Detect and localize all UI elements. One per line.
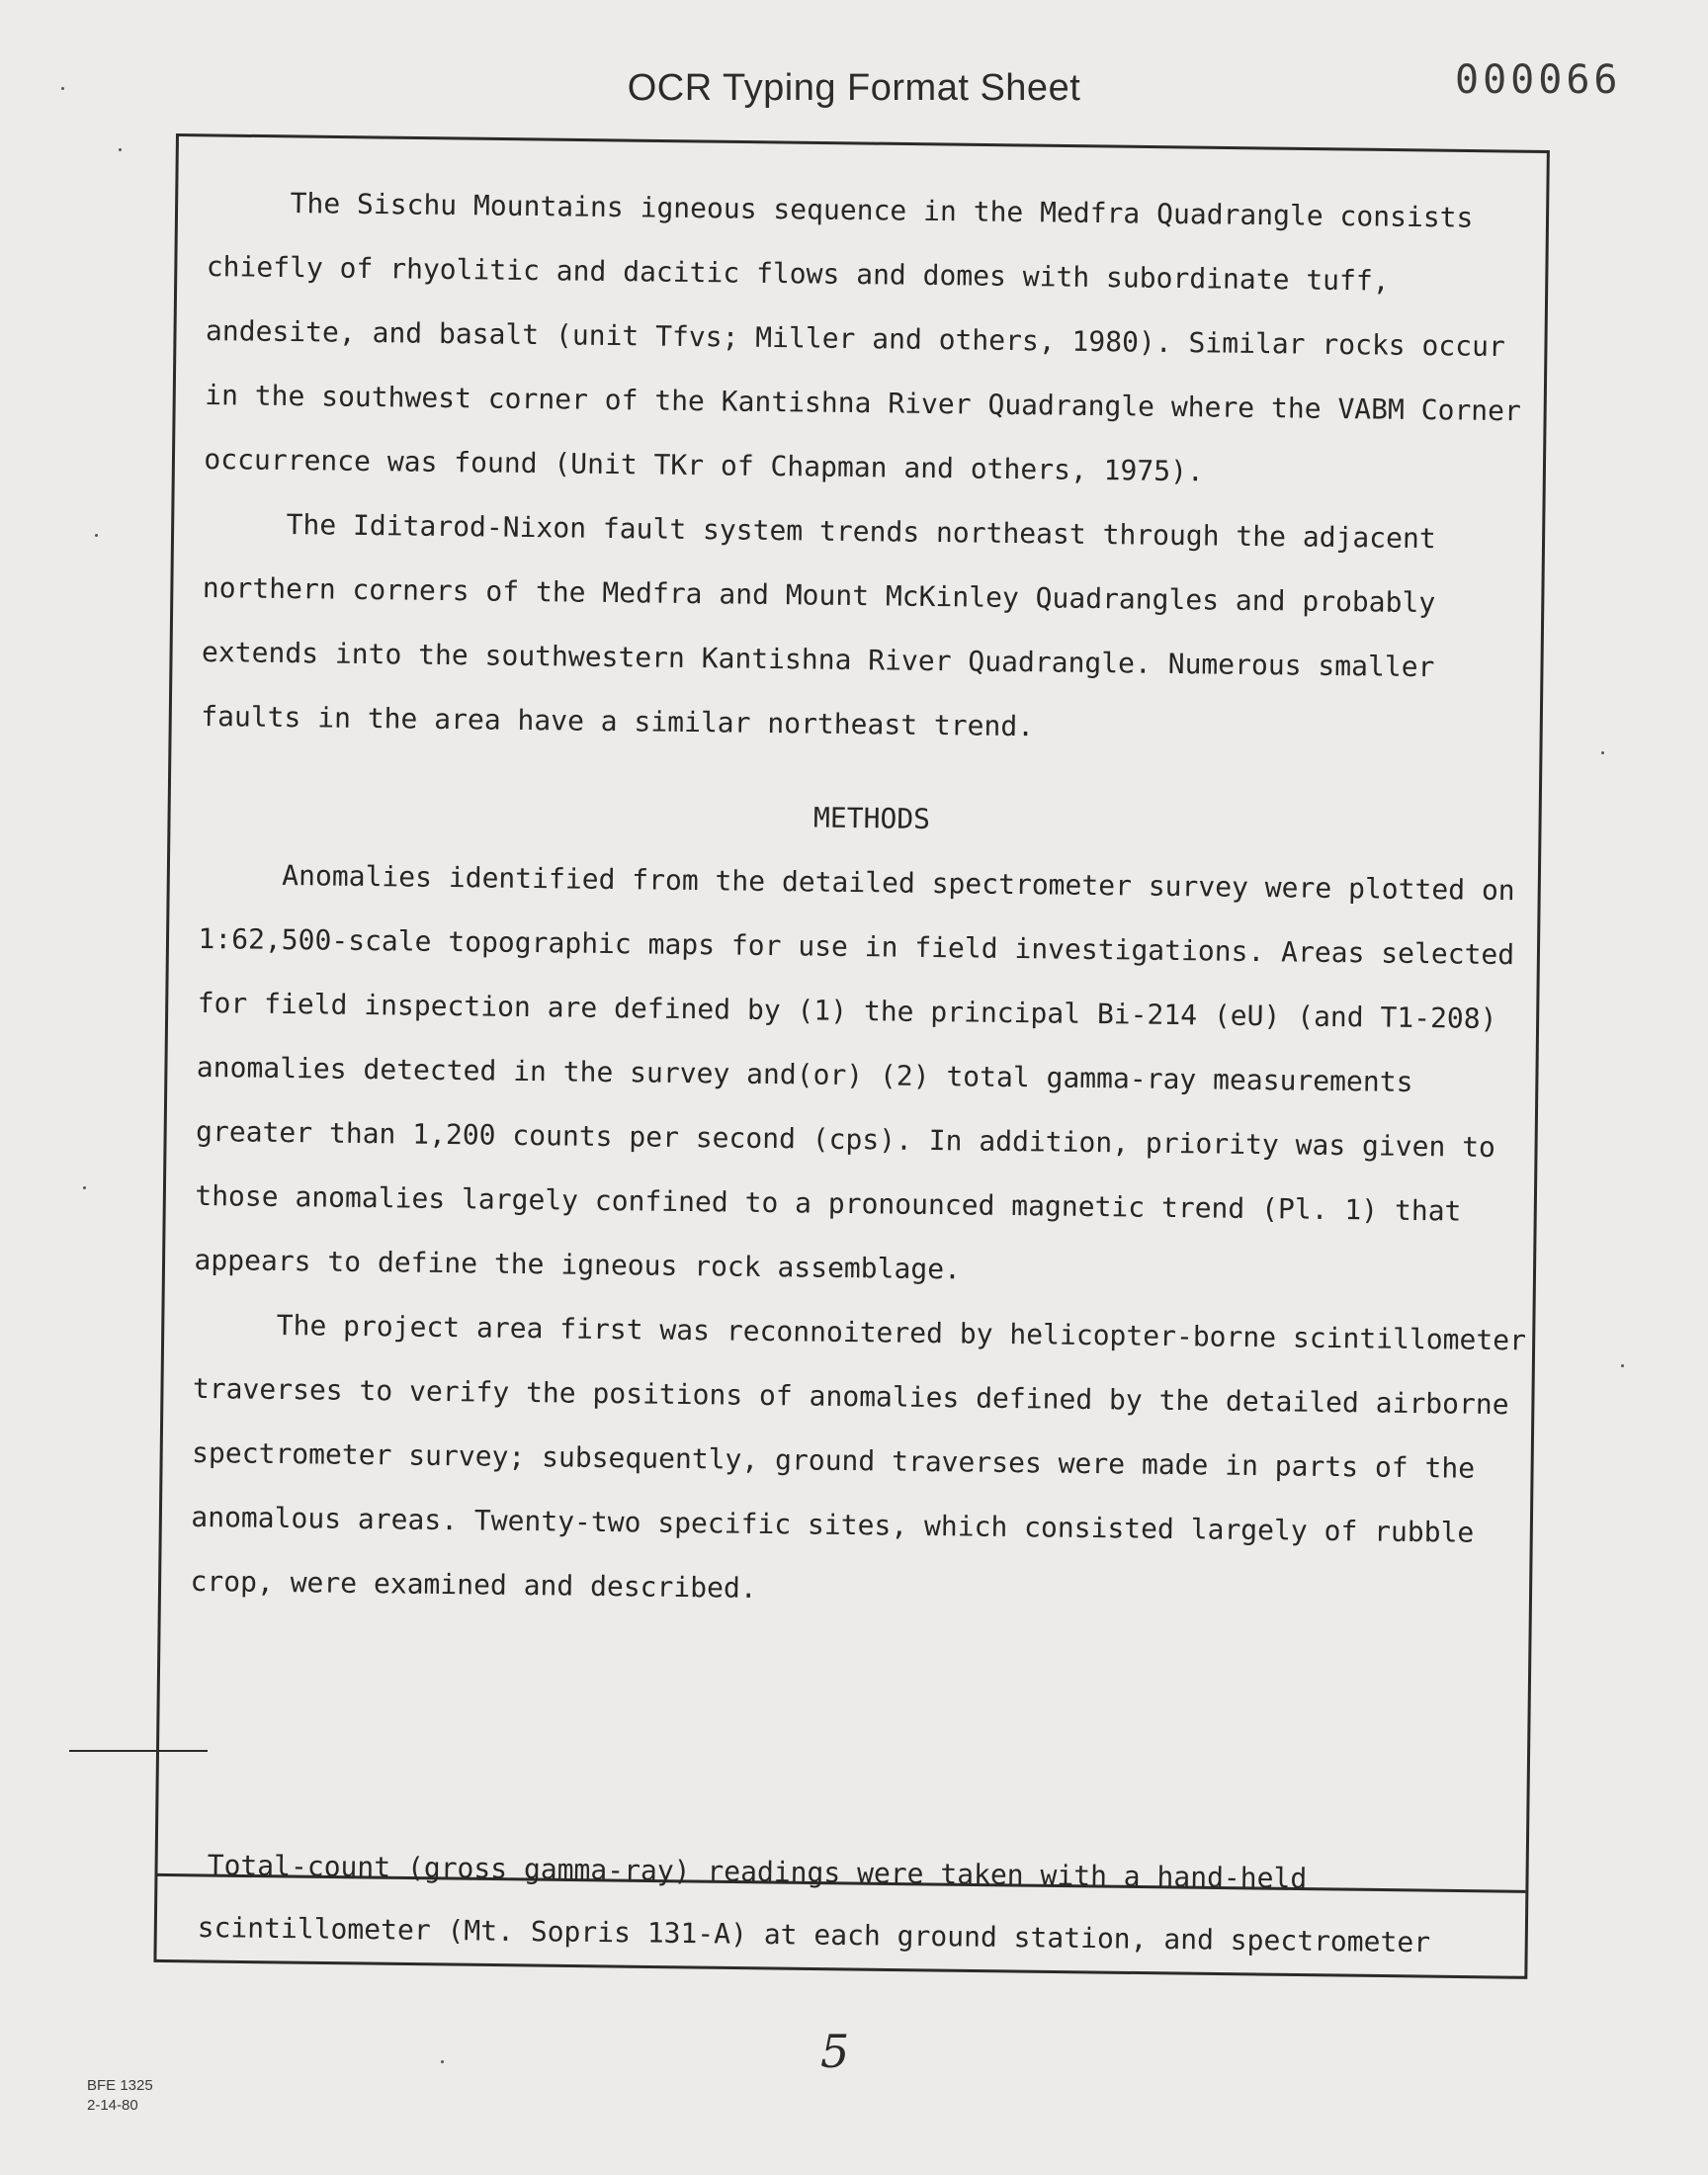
speck <box>1621 1364 1624 1367</box>
bottom-line: scintillometer (Mt. Sopris 131-A) at each ground station, and spectrometer <box>197 1910 1431 1959</box>
speck <box>95 534 98 537</box>
form-code <box>87 2076 153 2116</box>
speck <box>119 148 122 151</box>
speck <box>83 1186 86 1189</box>
paragraph-sischu: The Sischu Mountains igneous sequence in the Medfra Quadrangle consists chiefly of rhyolitic and dacitic flows and domes with subordinate tuff, andesite, and basalt (unit Tfvs; Miller and others, 1980). Similar rocks occur in the southwest corner of the Kantishna River Quadrangle where the VABM Corner occurrence was found (Unit TKr of Chapman and others, 1975). <box>204 187 1522 488</box>
page-number: 5 <box>820 2025 850 2078</box>
body-text <box>190 170 1552 1630</box>
document-number: 000066 <box>1455 57 1622 103</box>
section-heading: METHODS <box>812 801 931 835</box>
form-code-date: 2-14-80 <box>87 2097 138 2114</box>
paragraph-iditarod: The Iditarod-Nixon fault system trends northeast through the adjacent northern corners of the Medfra and Mount McKinley Quadrangles and probably extends into the southwestern Kantishna River Quadrangle. Numerous smaller faults in the area have a similar northeast trend. <box>201 508 1436 743</box>
speck <box>61 87 64 90</box>
paragraph-anomalies: Anomalies identified from the detailed spectrometer survey were plotted on 1:62,500-scale topographic maps for use in field investigations. Areas selected for field inspection are defined by (1) the principal Bi-214 (eU) (and T1-208) anomalies detected in the survey and(or) (2) total gamma-ray measurements greater than 1,200 counts per second (cps). In addition, priority was given to those anomalies largely confined to a pronounced magnetic trend (Pl. 1) that appears to define the igneous rock assemblage. <box>194 858 1515 1286</box>
paragraph-project-area: The project area first was reconnoitered by helicopter-borne scintillometer traverses to verify the positions of anomalies defined by the detailed airborne spectrometer survey; subsequently, ground traverses were made in parts of the anomalous areas. Twenty-two specific sites, which consisted largely of rubble crop, were examined and described. <box>190 1308 1527 1605</box>
margin-mark <box>69 1750 208 1752</box>
sheet-title: OCR Typing Format Sheet <box>627 67 1081 109</box>
speck <box>1601 751 1604 754</box>
form-code-id: BFE 1325 <box>87 2077 153 2094</box>
speck <box>441 2060 444 2063</box>
overflow-line: Total-count (gross gamma-ray) readings were taken with a hand-held <box>207 1848 1308 1895</box>
